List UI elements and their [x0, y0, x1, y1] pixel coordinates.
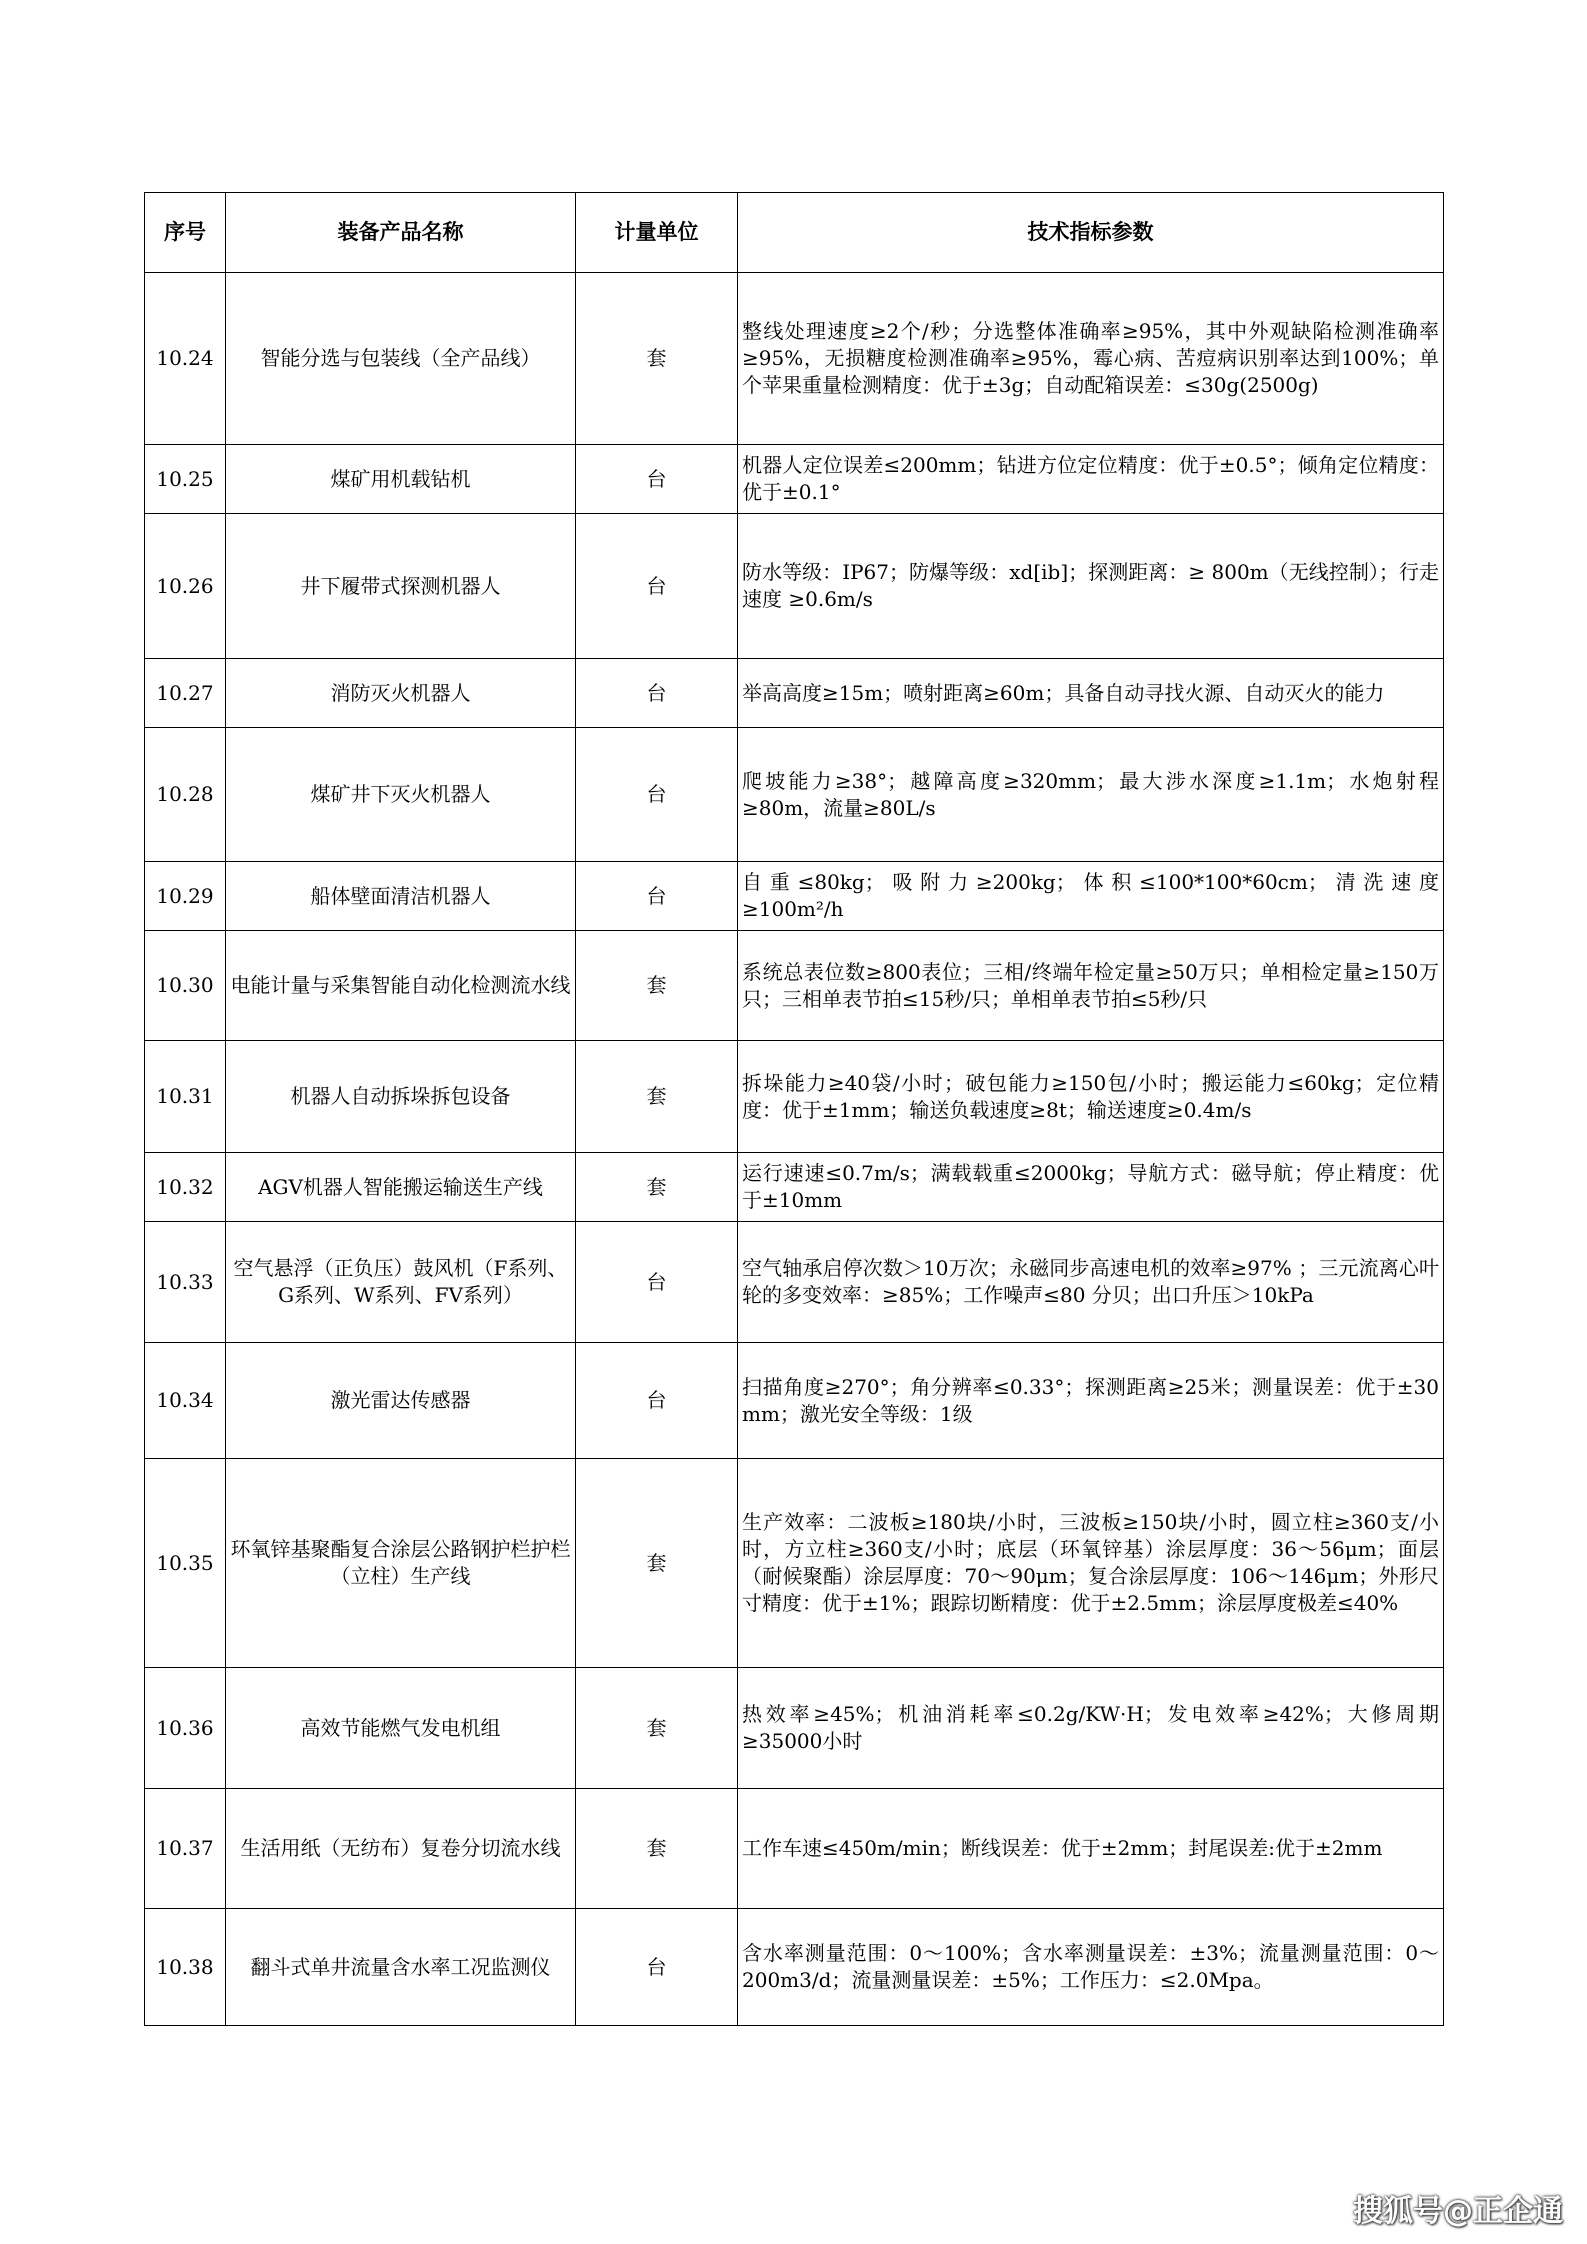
- technical-spec: 空气轴承启停次数＞10万次；永磁同步高速电机的效率≥97% ；三元流离心叶轮的多变效率：≥85%；工作噪声≤80 分贝；出口升压＞10kPa: [738, 1222, 1444, 1343]
- product-name: 消防灭火机器人: [226, 659, 576, 728]
- unit: 套: [576, 931, 738, 1041]
- table-row: [145, 1041, 1444, 1153]
- table-row: [145, 273, 1444, 445]
- unit: 套: [576, 1041, 738, 1153]
- unit: 套: [576, 1459, 738, 1668]
- table-row: [145, 514, 1444, 659]
- unit: 套: [576, 1668, 738, 1789]
- unit: 台: [576, 728, 738, 862]
- table-row: [145, 862, 1444, 931]
- table-row: [145, 445, 1444, 514]
- product-name: AGV机器人智能搬运输送生产线: [226, 1153, 576, 1222]
- technical-spec: 生产效率：二波板≥180块/小时，三波板≥150块/小时，圆立柱≥360支/小时，方立柱≥360支/小时；底层（环氧锌基）涂层厚度：36～56μm；面层（耐候聚酯）涂层厚度：70～90μm；复合涂层厚度：106～146μm；外形尺寸精度：优于±1%；跟踪切断精度：优于±2.5mm；涂层厚度极差≤40%: [738, 1459, 1444, 1668]
- unit: 台: [576, 862, 738, 931]
- technical-spec: 含水率测量范围：0～100%；含水率测量误差：±3%；流量测量范围：0～200m3/d；流量测量误差：±5%；工作压力：≤2.0Mpa。: [738, 1909, 1444, 2026]
- product-name: 煤矿用机载钻机: [226, 445, 576, 514]
- unit: 台: [576, 659, 738, 728]
- technical-spec: 自重≤80kg；吸附力≥200kg；体积≤100*100*60cm；清洗速度≥100m²/h: [738, 862, 1444, 931]
- row-number: 10.25: [145, 445, 226, 514]
- technical-spec: 扫描角度≥270°；角分辨率≤0.33°；探测距离≥25米；测量误差：优于±30 mm；激光安全等级：1级: [738, 1343, 1444, 1459]
- product-name: 翻斗式单井流量含水率工况监测仪: [226, 1909, 576, 2026]
- product-name: 空气悬浮（正负压）鼓风机（F系列、G系列、W系列、FV系列）: [226, 1222, 576, 1343]
- technical-spec: 举高高度≥15m；喷射距离≥60m；具备自动寻找火源、自动灭火的能力: [738, 659, 1444, 728]
- table-row: [145, 1909, 1444, 2026]
- product-name: 煤矿井下灭火机器人: [226, 728, 576, 862]
- unit: 台: [576, 1909, 738, 2026]
- table-header-row: [145, 193, 1444, 273]
- technical-spec: 爬坡能力≥38°；越障高度≥320mm；最大涉水深度≥1.1m；水炮射程≥80m，流量≥80L/s: [738, 728, 1444, 862]
- technical-spec: 拆垛能力≥40袋/小时；破包能力≥150包/小时；搬运能力≤60kg；定位精度：优于±1mm；输送负载速度≥8t；输送速度≥0.4m/s: [738, 1041, 1444, 1153]
- header-unit: 计量单位: [576, 193, 738, 273]
- row-number: 10.33: [145, 1222, 226, 1343]
- table-row: [145, 931, 1444, 1041]
- table-row: [145, 1222, 1444, 1343]
- table-row: [145, 728, 1444, 862]
- product-name: 激光雷达传感器: [226, 1343, 576, 1459]
- technical-spec: 工作车速≤450m/min；断线误差：优于±2mm；封尾误差:优于±2mm: [738, 1789, 1444, 1909]
- row-number: 10.37: [145, 1789, 226, 1909]
- technical-spec: 热效率≥45%；机油消耗率≤0.2g/KW·H；发电效率≥42%；大修周期≥35000小时: [738, 1668, 1444, 1789]
- unit: 台: [576, 514, 738, 659]
- row-number: 10.35: [145, 1459, 226, 1668]
- product-name: 井下履带式探测机器人: [226, 514, 576, 659]
- technical-spec: 防水等级：IP67；防爆等级：xd[ib]；探测距离：≥ 800m（无线控制）；行走速度 ≥0.6m/s: [738, 514, 1444, 659]
- technical-spec: 机器人定位误差≤200mm；钻进方位定位精度：优于±0.5°；倾角定位精度：优于±0.1°: [738, 445, 1444, 514]
- technical-spec: 运行速速≤0.7m/s；满载载重≤2000kg；导航方式：磁导航；停止精度：优于±10mm: [738, 1153, 1444, 1222]
- unit: 套: [576, 1153, 738, 1222]
- product-name: 电能计量与采集智能自动化检测流水线: [226, 931, 576, 1041]
- unit: 台: [576, 445, 738, 514]
- row-number: 10.27: [145, 659, 226, 728]
- product-name: 机器人自动拆垛拆包设备: [226, 1041, 576, 1153]
- technical-spec: 整线处理速度≥2个/秒；分选整体准确率≥95%，其中外观缺陷检测准确率≥95%，无损糖度检测准确率≥95%，霉心病、苦痘病识别率达到100%；单个苹果重量检测精度：优于±3g；自动配箱误差：≤30g(2500g): [738, 273, 1444, 445]
- product-name: 船体壁面清洁机器人: [226, 862, 576, 931]
- row-number: 10.32: [145, 1153, 226, 1222]
- spec-table: [144, 192, 1444, 2026]
- table-row: [145, 659, 1444, 728]
- table-row: [145, 1789, 1444, 1909]
- unit: 套: [576, 273, 738, 445]
- row-number: 10.38: [145, 1909, 226, 2026]
- row-number: 10.26: [145, 514, 226, 659]
- header-name: 装备产品名称: [226, 193, 576, 273]
- product-name: 智能分选与包装线（全产品线）: [226, 273, 576, 445]
- table-row: [145, 1459, 1444, 1668]
- table-row: [145, 1343, 1444, 1459]
- row-number: 10.29: [145, 862, 226, 931]
- unit: 台: [576, 1222, 738, 1343]
- header-spec: 技术指标参数: [738, 193, 1444, 273]
- unit: 台: [576, 1343, 738, 1459]
- row-number: 10.36: [145, 1668, 226, 1789]
- unit: 套: [576, 1789, 738, 1909]
- table-row: [145, 1153, 1444, 1222]
- row-number: 10.30: [145, 931, 226, 1041]
- header-no: 序号: [145, 193, 226, 273]
- product-name: 生活用纸（无纺布）复卷分切流水线: [226, 1789, 576, 1909]
- technical-spec: 系统总表位数≥800表位；三相/终端年检定量≥50万只；单相检定量≥150万只；三相单表节拍≤15秒/只；单相单表节拍≤5秒/只: [738, 931, 1444, 1041]
- row-number: 10.24: [145, 273, 226, 445]
- table-row: [145, 1668, 1444, 1789]
- product-name: 环氧锌基聚酯复合涂层公路钢护栏护栏（立柱）生产线: [226, 1459, 576, 1668]
- row-number: 10.31: [145, 1041, 226, 1153]
- row-number: 10.34: [145, 1343, 226, 1459]
- product-name: 高效节能燃气发电机组: [226, 1668, 576, 1789]
- row-number: 10.28: [145, 728, 226, 862]
- source-watermark: 搜狐号@正企通: [1353, 2194, 1563, 2229]
